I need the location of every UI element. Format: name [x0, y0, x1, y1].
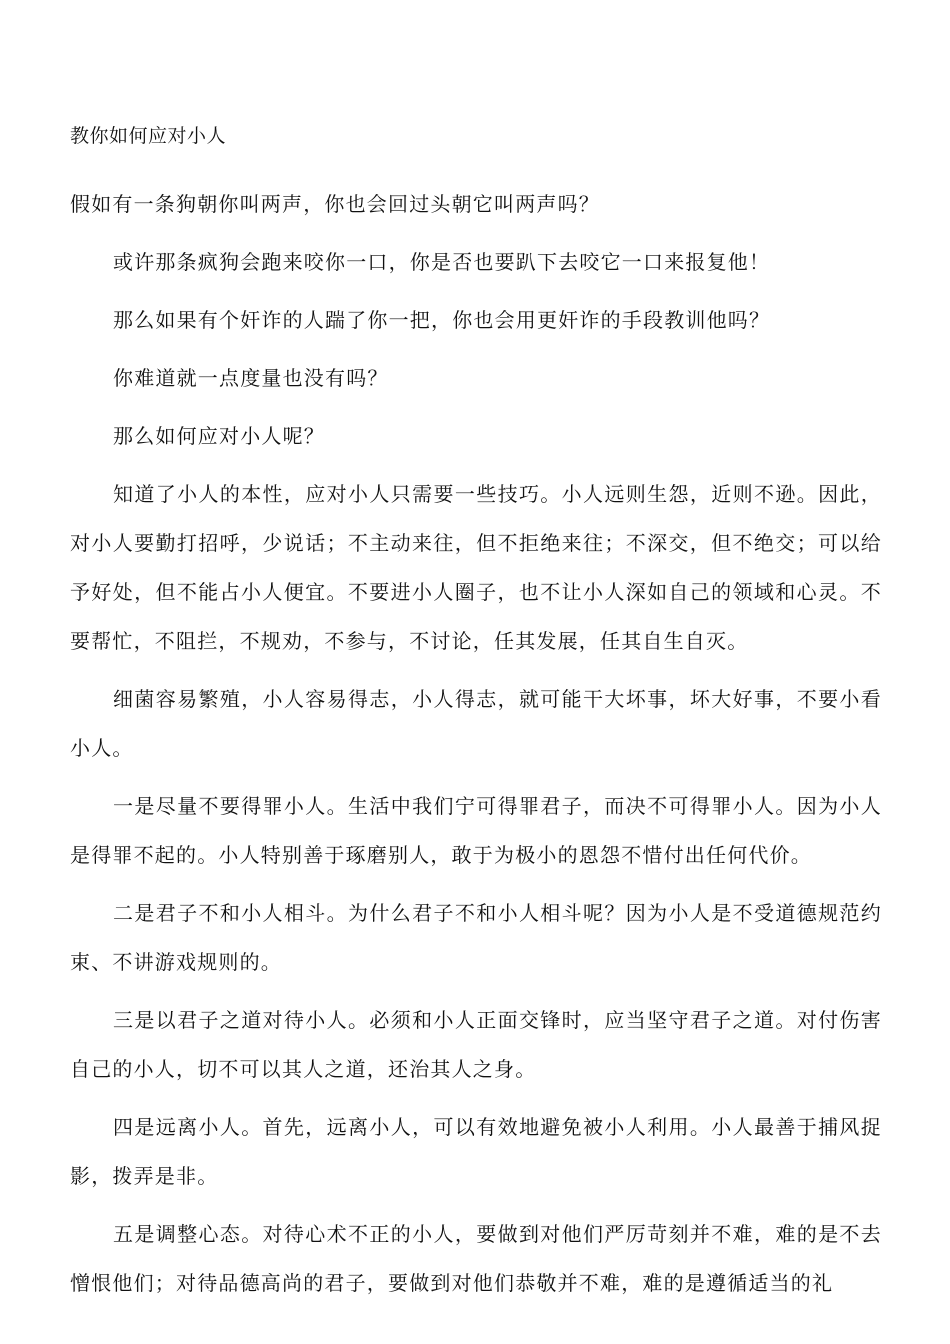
paragraph-7: 细菌容易繁殖，小人容易得志，小人得志，就可能干大坏事，坏大好事，不要小看小人。: [70, 687, 882, 760]
paragraph-12: 五是调整心态。对待心术不正的小人，要做到对他们严厉苛刻并不难，难的是不去憎恨他们；对待品德高尚的君子，要做到对他们恭敬并不难，难的是遵循适当的礼: [70, 1222, 882, 1295]
paragraph-11: 四是远离小人。首先，远离小人，可以有效地避免被小人利用。小人最善于捕风捉影，拨弄是非。: [70, 1115, 882, 1188]
paragraph-6: 知道了小人的本性，应对小人只需要一些技巧。小人远则生怨，近则不逊。因此，对小人要勤打招呼，少说话；不主动来往，但不拒绝来往；不深交，但不绝交；可以给予好处，但不能占小人便宜。不要进小人圈子，也不让小人深如自己的领域和心灵。不要帮忙，不阻拦，不规劝，不参与，不讨论，任其发展，任其自生自灭。: [70, 482, 882, 653]
paragraph-4: 你难道就一点度量也没有吗？: [113, 366, 389, 390]
paragraph-3: 那么如果有个奸诈的人踹了你一把，你也会用更奸诈的手段教训他吗？: [113, 308, 771, 332]
paragraph-10: 三是以君子之道对待小人。必须和小人正面交锋时，应当坚守君子之道。对付伤害自己的小人，切不可以其人之道，还治其人之身。: [70, 1008, 882, 1081]
document-title: 教你如何应对小人: [70, 125, 227, 147]
paragraph-5: 那么如何应对小人呢？: [113, 424, 325, 448]
paragraph-1: 假如有一条狗朝你叫两声，你也会回过头朝它叫两声吗？: [70, 192, 600, 216]
paragraph-2: 或许那条疯狗会跑来咬你一口，你是否也要趴下去咬它一口来报复他！: [113, 250, 771, 274]
document-body: [70, 180, 882, 1317]
paragraph-9: 二是君子不和小人相斗。为什么君子不和小人相斗呢？因为小人是不受道德规范约束、不讲游戏规则的。: [70, 901, 882, 974]
paragraph-8: 一是尽量不要得罪小人。生活中我们宁可得罪君子，而决不可得罪小人。因为小人是得罪不起的。小人特别善于琢磨别人，敢于为极小的恩怨不惜付出任何代价。: [70, 794, 882, 867]
